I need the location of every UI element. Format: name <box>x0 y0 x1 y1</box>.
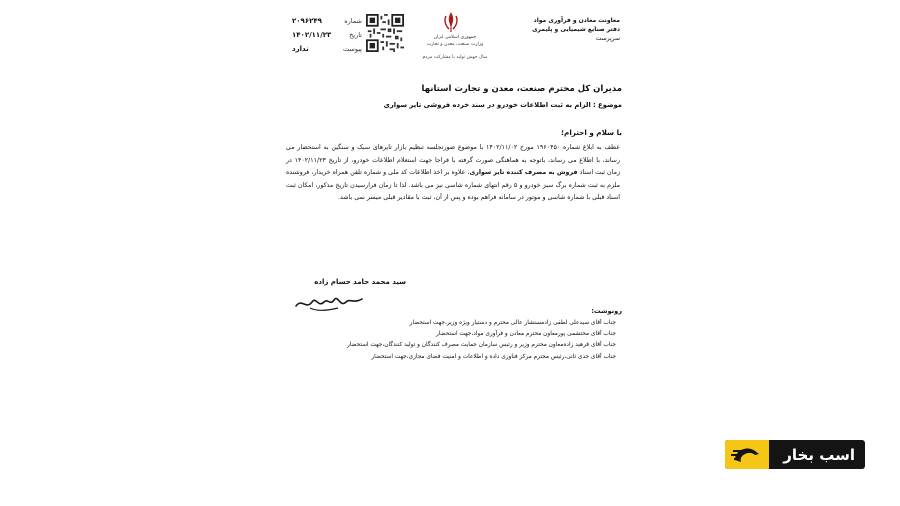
signer-name: سید محمد حامد حسام زاده <box>314 278 406 286</box>
number-row <box>292 14 362 28</box>
date-label: تاریخ <box>349 31 362 39</box>
subject-text: الزام به ثبت اطلاعات خودرو در سند خرده فروشی تایر سواری <box>383 101 591 109</box>
cc-item: جناب آقای جدی ثانی،رئیس محترم مرکز فناوری داده و اطلاعات و امنیت فضای مجازی،جهت استحضار <box>371 353 616 360</box>
logo-text: اسب بخار <box>783 445 855 464</box>
org-line2: دفتر صنایع شیمیایی و پلیمری <box>532 26 620 33</box>
emblem-caption-line1: جمهوری اسلامی ایران <box>433 35 477 40</box>
logo-mark-icon <box>725 440 769 469</box>
cc-item: جناب آقای محتشمی پورمعاون محترم معادن و فرآوری مواد،جهت استحضار <box>436 331 616 338</box>
date-value: ۱۴۰۲/۱۱/۲۳ <box>292 31 332 39</box>
date-row <box>292 28 362 42</box>
horse-logo-icon <box>725 440 769 469</box>
site-logo <box>725 440 865 469</box>
cc-item: جناب آقای فرهید زاده‌معاون محترم وزیر و رئیس سازمان حمایت مصرف کنندگان و تولید کنندگان،جهت استحضار <box>346 342 616 349</box>
subject-line <box>372 101 622 109</box>
iran-emblem-icon <box>440 10 462 34</box>
number-value: ۲۰۹۶۲۴۹ <box>292 17 322 25</box>
emblem-caption <box>420 34 490 48</box>
letter-meta <box>292 14 362 56</box>
qr-code-icon <box>366 14 404 52</box>
attachment-row <box>292 42 362 56</box>
year-slogan: سال جهش تولید با مشارکت مردم <box>422 55 488 60</box>
number-label: شماره <box>344 17 362 25</box>
issuing-organization <box>520 16 620 43</box>
cc-list <box>330 318 616 363</box>
org-line3: سرپرست <box>595 35 620 42</box>
cc-title: رونوشت: <box>591 307 622 315</box>
org-line1: معاونت معادن و فرآوری مواد <box>533 17 620 24</box>
cc-item: جناب آقای سیدعلی لطفی زادمستشار عالی محترم و دستیار ویژه وزیر،جهت استحضار <box>409 320 616 326</box>
body-text-part2: ، علاوه بر اخذ اطلاعات کد ملی و شماره تلفن همراه خریدار، فروشنده ملزم به ثبت شماره برگ سبز خودرو و ۵ رقم انتهای شماره شاسی نیز می باشد. لذا تا زمان فرارسیدن تاریخ مذکور، امکان ثبت اسناد قبلی با شماره شاسی و موتور در سامانه فراهم بوده و پس از آن، ثبت با مقادیر قبلی میسر نمی باشد. <box>286 169 620 202</box>
body-text-bold: فروش به مصرف کننده تایر سواری <box>469 169 578 177</box>
body-text-part1: عطف به ابلاغ شماره ۱۹۶۰۴۵۰ مورخ ۱۴۰۲/۱۱/۰۲ با موضوع صورتجلسه تنظیم بازار تایرهای سبک و سنگین به استحضار می رساند، با اطلاع می رساند، باتوجه به هماهنگی صورت گرفته با فراجا جهت استعلام اطلاعات خودرو، از تاریخ ۱۴۰۲/۱۱/۲۳ در زمان ثبت اسناد <box>286 144 620 177</box>
subject-label: موضوع : <box>592 101 622 109</box>
attachment-value: ندارد <box>292 45 309 53</box>
greeting: با سلام و احترام؛ <box>561 128 622 137</box>
letter-body <box>286 142 620 205</box>
emblem-caption-line2: وزارت صنعت، معدن و تجارت <box>426 42 484 47</box>
official-letter <box>268 0 630 506</box>
handwritten-signature <box>292 290 372 314</box>
attachment-label: پیوست <box>343 45 362 53</box>
addressee: مدیران کل محترم صنعت، معدن و تجارت استانها <box>421 84 622 94</box>
